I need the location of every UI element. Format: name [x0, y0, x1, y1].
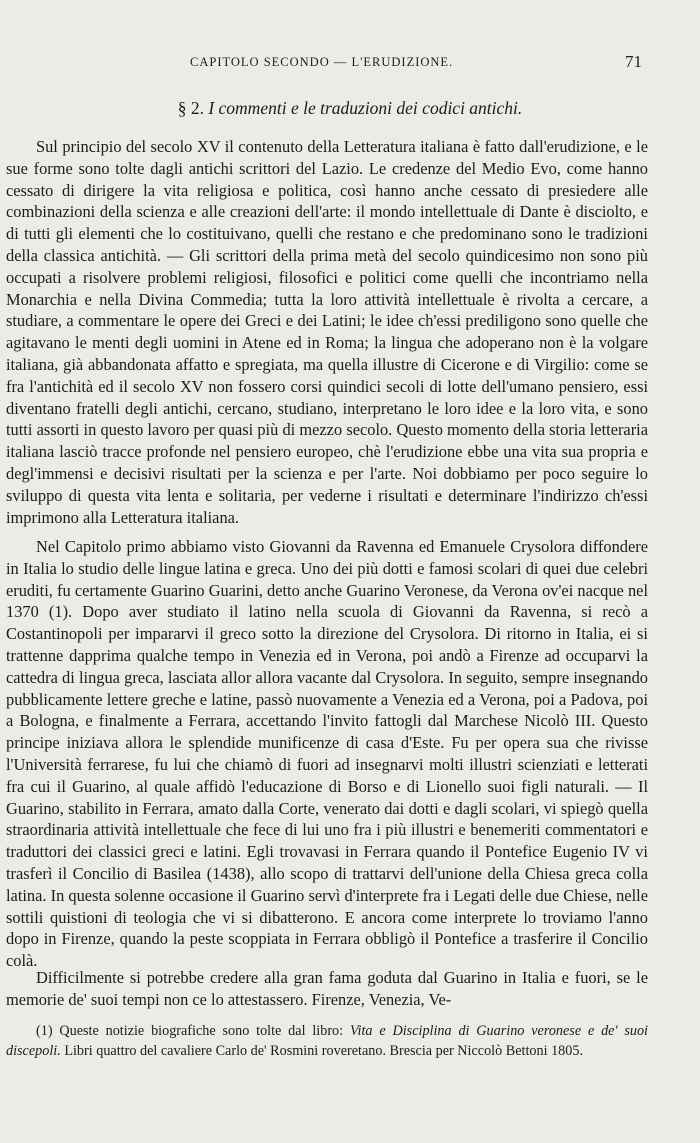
footnote-intro: Queste notizie biografiche sono tolte dal libro:: [59, 1023, 344, 1039]
section-title: I commenti e le traduzioni dei codici antichi.: [208, 98, 523, 118]
body-paragraph-1: [6, 136, 648, 528]
footnote-marker: (1): [36, 1023, 53, 1039]
footnote-publication: Libri quattro del cavaliere Carlo de' Rosmini roveretano. Brescia per Niccolò Bettoni 1805.: [64, 1042, 583, 1059]
footnote-book-title: Vita e Disciplina di Guarino veronese e de' suoi discepoli.: [6, 1023, 648, 1059]
section-number: § 2.: [177, 98, 204, 118]
footnote-text: [6, 1022, 648, 1061]
page-number: 71: [625, 52, 642, 71]
running-title: CAPITOLO SECONDO — L'ERUDIZIONE.: [190, 55, 454, 69]
paragraph-text: Difficilmente si potrebbe credere alla gran fama goduta dal Guarino in Italia e fuori, se le memorie de' suoi tempi non ce lo attestassero. Firenze, Venezia, Ve-: [6, 968, 648, 1009]
footnote: [6, 1022, 648, 1061]
body-paragraph-3: [6, 967, 648, 1011]
section-heading: [0, 98, 700, 119]
paragraph-text: Sul principio del secolo XV il contenuto della Letteratura italiana è fatto dall'erudizione, e le sue forme sono tolte dagli antichi scrittori del Lazio. Le credenze del Medio Evo, come hanno cessato di dirigere la vita religiosa e politica, così hanno anche cessato di presiedere alle combinazioni della scienza e alle creazioni dell'arte: il mondo intellettuale di Dante è disciolto, e di tutti gli elementi che lo costituivano, quelli che restano e che predominano sono le tradizioni della classica antichità. — Gli scrittori della prima metà del secolo quindicesimo non sono più occupati a risolvere problemi religiosi, filosofici e politici come quelli che incontriamo nella Monarchia e nella Divina Commedia; tutta la loro attività intellettuale è rivolta a cercare, a studiare, a commentare le opere dei Greci e dei Latini; le idee ch'essi prediligono sono quelle che agitavano le menti degli uomini in Atene ed in Roma; la lingua che adoperano non è la volgare italiana, già abbandonata affatto e spregiata, ma quella illustre di Cicerone e di Virgilio: come se fra l'antichità ed il secolo XV non fossero corsi quindici secoli di lotte dell'umano pensiero, essi diventano fratelli degli antichi, cercano, studiano, interpretano le loro idee e la loro vita, e sono tutti assorti in questo lavoro per quasi più di mezzo secolo. Questo momento della storia letteraria italiana lasciò tracce profonde nel pensiero europeo, chè l'erudizione ebbe una vita sua propria e degl'immensi e decisivi risultati per la scienza e per l'arte. Noi dobbiamo per poco seguire lo sviluppo di questa vita lenta e solitaria, per vederne i risultati e determinare l'indirizzo ch'essi imprimono alla Letteratura italiana.: [6, 137, 648, 527]
running-head: [0, 52, 700, 74]
body-paragraph-2: [6, 536, 648, 972]
paragraph-text: Nel Capitolo primo abbiamo visto Giovanni da Ravenna ed Emanuele Crysolora diffondere in Italia lo studio delle lingue latina e greca. Uno dei più dotti e famosi scolari di quei due celebri eruditi, fu certamente Guarino Guarini, detto anche Guarino Veronese, da Verona ov'ei nacque nel 1370 (1). Dopo aver studiato il latino nella scuola di Giovanni da Ravenna, si recò a Costantinopoli per impararvi il greco sotto la direzione del Crysolora. Di ritorno in Italia, ei si trattenne dapprima qualche tempo in Venezia ed in Verona, poi andò a Firenze ad occuparvi la cattedra di lingua greca, lasciata allor allora vacante dal Crysolora. In seguito, sempre insegnando pubblicamente lettere greche e latine, passò nuovamente a Venezia ed a Verona, poi a Padova, poi a Bologna, e finalmente a Ferrara, accettando l'invito fattogli dal Marchese Nicolò III. Questo principe iniziava allora le splendide munificenze di casa d'Este. Fu per opera sua che rivisse l'Università ferrarese, fu lui che chiamò di fuori ad insegnarvi molti illustri scienziati e letterati fra cui il Guarino, al quale affidò l'educazione di Borso e di Lionello suoi figli naturali. — Il Guarino, stabilito in Ferrara, amato dalla Corte, venerato dai dotti e dagli scolari, vi spiegò quella straordinaria attività intellettuale che fece di lui uno fra i più illustri e benemeriti commentatori e traduttori dei classici greci e latini. Egli trovavasi in Ferrara quando il Pontefice Eugenio IV vi trasferì il Concilio di Basilea (1438), allo scopo di trattarvi dell'unione della Chiesa greca colla latina. In questa solenne occasione il Guarino servì d'interprete fra i Legati delle due Chiese, nelle sottili quistioni di teologia che vi si dibatterono. E ancora come interprete lo troviamo l'anno dopo in Firenze, quando la peste scoppiata in Ferrara obbligò il Pontefice a trasferire il Concilio colà.: [6, 537, 648, 971]
